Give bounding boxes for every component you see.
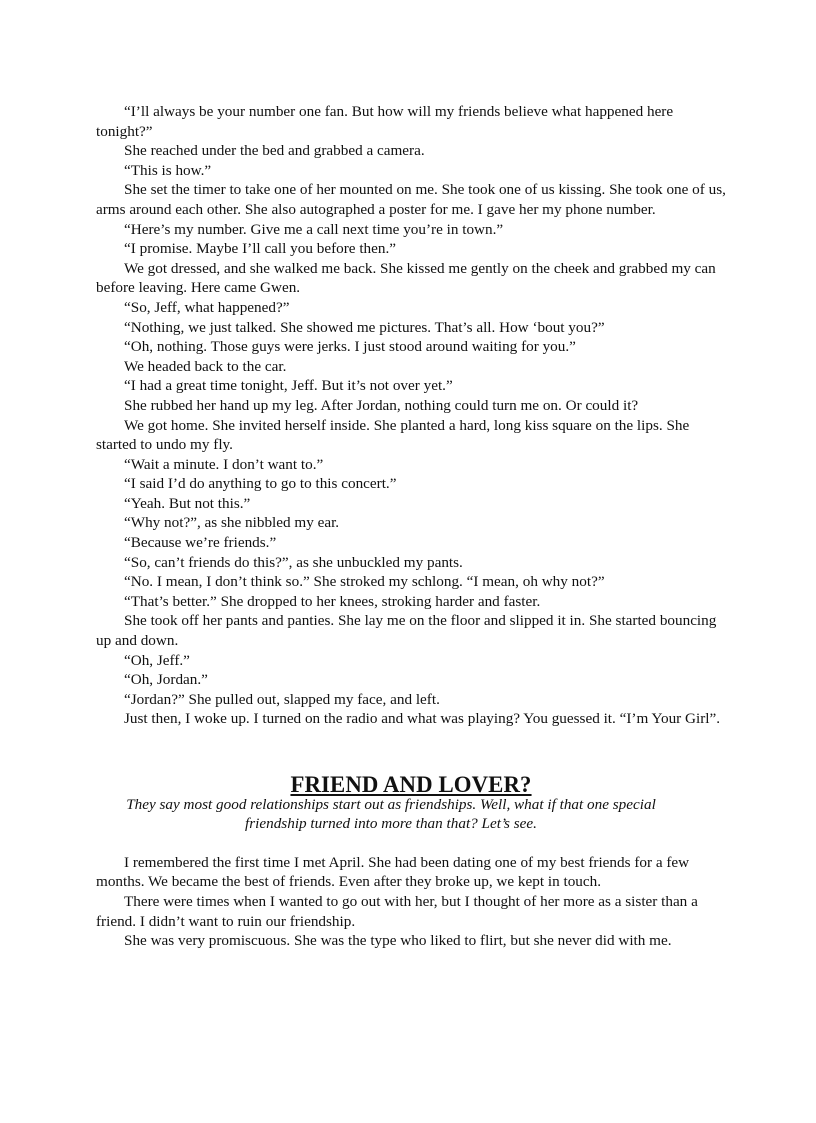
paragraph: “Yeah. But not this.”: [124, 494, 251, 512]
paragraph: “Wait a minute. I don’t want to.”: [124, 455, 324, 473]
story-title: FRIEND AND LOVER?: [290, 772, 532, 797]
story-friend-and-lover: [96, 772, 726, 951]
paragraph: We got dressed, and she walked me back. She kissed me gently on the cheek and grabbed my can before leaving. Here came Gwen.: [96, 259, 716, 297]
story-subtitle-line-2: friendship turned into more than that? Let’s see.: [245, 815, 537, 833]
paragraph: “I had a great time tonight, Jeff. But it’s not over yet.”: [124, 377, 453, 395]
paragraph: She was very promiscuous. She was the type who liked to flirt, but she never did with me.: [124, 932, 672, 950]
paragraph: “I promise. Maybe I’ll call you before then.”: [124, 240, 397, 258]
paragraph: I remembered the first time I met April. She had been dating one of my best friends for a few months. We became the best of friends. Even after they broke up, we kept in touch.: [96, 853, 690, 891]
paragraph: “Oh, Jeff.”: [124, 651, 190, 669]
story-continuation: [96, 102, 726, 729]
paragraph: There were times when I wanted to go out with her, but I thought of her more as a sister than a friend. I didn’t want to ruin our friendship.: [96, 892, 698, 930]
paragraph: She set the timer to take one of her mounted on me. She took one of us kissing. She took one of us, arms around each other. She also autographed a poster for me. I gave her my phone number.: [96, 181, 726, 218]
story-subtitle-line-1: They say most good relationships start out as friendships. Well, what if that one special: [126, 795, 656, 813]
paragraph: “Oh, nothing. Those guys were jerks. I just stood around waiting for you.”: [124, 338, 576, 356]
paragraph: We headed back to the car.: [124, 357, 287, 375]
document-page: [96, 102, 726, 951]
paragraph: “No. I mean, I don’t think so.” She stroked my schlong. “I mean, oh why not?”: [124, 573, 605, 591]
paragraph: “Nothing, we just talked. She showed me pictures. That’s all. How ‘bout you?”: [124, 318, 605, 336]
paragraph: “This is how.”: [124, 161, 212, 179]
paragraph: “I’ll always be your number one fan. But how will my friends believe what happened here tonight?”: [96, 103, 674, 140]
paragraph: Just then, I woke up. I turned on the radio and what was playing? You guessed it. “I’m Your Girl”.: [124, 710, 721, 728]
section-spacer: [96, 729, 726, 775]
paragraph: “Why not?”, as she nibbled my ear.: [124, 514, 340, 532]
paragraph: She took off her pants and panties. She lay me on the floor and slipped it in. She started bouncing up and down.: [96, 612, 717, 650]
paragraph: “Jordan?” She pulled out, slapped my face, and left.: [124, 690, 440, 708]
paragraph: “I said I’d do anything to go to this concert.”: [124, 475, 397, 493]
paragraph: “Oh, Jordan.”: [124, 671, 208, 689]
subtitle-spacer: [96, 834, 726, 853]
paragraph: “Because we’re friends.”: [124, 534, 277, 552]
paragraph: We got home. She invited herself inside. She planted a hard, long kiss square on the lips. She started to undo my fly.: [96, 416, 690, 454]
paragraph: “So, can’t friends do this?”, as she unbuckled my pants.: [124, 553, 463, 571]
paragraph: “Here’s my number. Give me a call next time you’re in town.”: [124, 220, 504, 238]
paragraph: “So, Jeff, what happened?”: [124, 298, 290, 316]
paragraph: “That’s better.” She dropped to her knees, stroking harder and faster.: [124, 592, 541, 610]
paragraph: She rubbed her hand up my leg. After Jordan, nothing could turn me on. Or could it?: [124, 396, 639, 414]
paragraph: She reached under the bed and grabbed a camera.: [124, 142, 425, 160]
